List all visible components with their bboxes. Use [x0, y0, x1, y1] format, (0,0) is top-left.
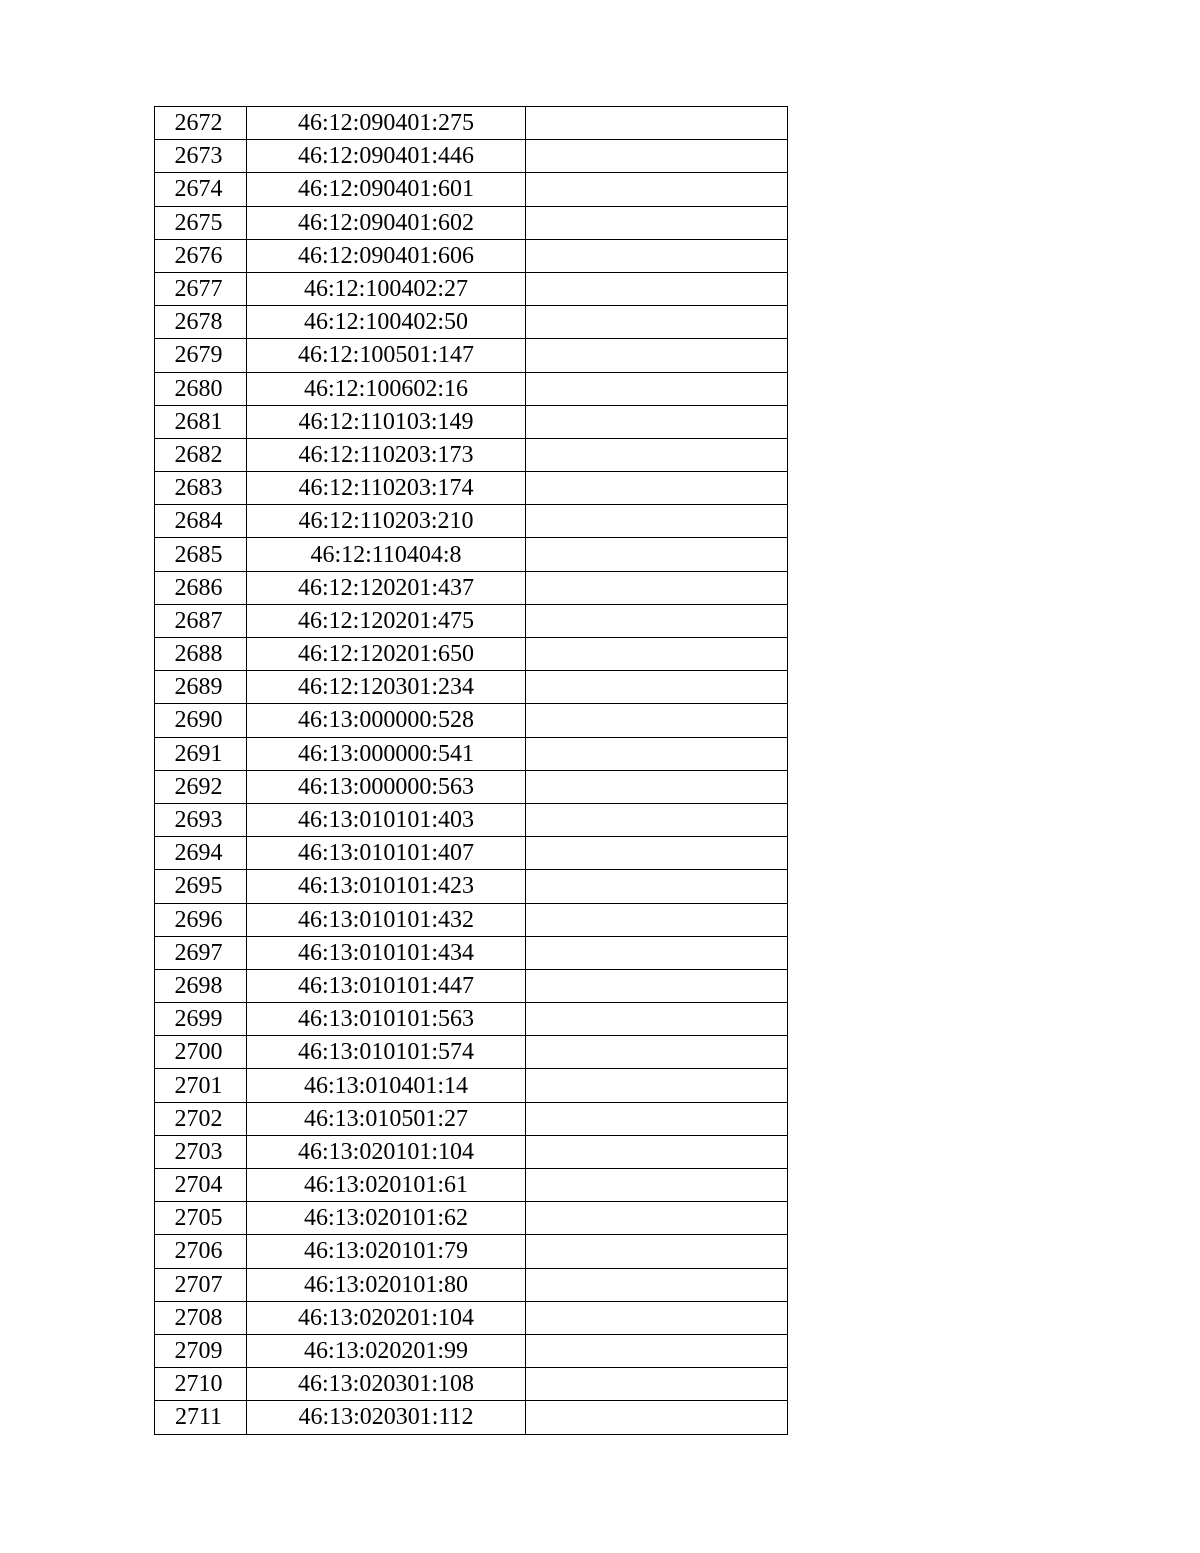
row-number-cell: 2706 [155, 1235, 247, 1268]
row-number-cell: 2691 [155, 737, 247, 770]
table-row [155, 1135, 788, 1168]
cadastral-number-cell: 46:13:020101:62 [247, 1202, 526, 1235]
table-row [155, 239, 788, 272]
cadastral-number-cell: 46:13:010101:447 [247, 969, 526, 1002]
table-row [155, 936, 788, 969]
row-number-cell: 2674 [155, 173, 247, 206]
cadastral-number-cell: 46:13:000000:541 [247, 737, 526, 770]
table-row [155, 272, 788, 305]
cadastral-number-cell: 46:13:020201:99 [247, 1334, 526, 1367]
table-row [155, 571, 788, 604]
cadastral-number-cell: 46:12:100501:147 [247, 339, 526, 372]
table-row [155, 1401, 788, 1434]
empty-note-cell [526, 1268, 788, 1301]
table-row [155, 1368, 788, 1401]
row-number-cell: 2675 [155, 206, 247, 239]
cadastral-number-cell: 46:13:000000:563 [247, 770, 526, 803]
row-number-cell: 2690 [155, 704, 247, 737]
table-row [155, 1003, 788, 1036]
row-number-cell: 2695 [155, 870, 247, 903]
table-row [155, 969, 788, 1002]
row-number-cell: 2672 [155, 107, 247, 140]
cadastral-number-cell: 46:12:100402:50 [247, 306, 526, 339]
row-number-cell: 2683 [155, 472, 247, 505]
cadastral-number-cell: 46:12:090401:606 [247, 239, 526, 272]
table-row [155, 173, 788, 206]
row-number-cell: 2680 [155, 372, 247, 405]
row-number-cell: 2679 [155, 339, 247, 372]
table-row [155, 903, 788, 936]
row-number-cell: 2702 [155, 1102, 247, 1135]
empty-note-cell [526, 1135, 788, 1168]
empty-note-cell [526, 272, 788, 305]
empty-note-cell [526, 140, 788, 173]
table-row [155, 1202, 788, 1235]
table-row [155, 372, 788, 405]
table-row [155, 505, 788, 538]
row-number-cell: 2705 [155, 1202, 247, 1235]
cadastral-number-cell: 46:12:110203:210 [247, 505, 526, 538]
row-number-cell: 2677 [155, 272, 247, 305]
row-number-cell: 2686 [155, 571, 247, 604]
empty-note-cell [526, 306, 788, 339]
cadastral-number-cell: 46:13:020301:108 [247, 1368, 526, 1401]
empty-note-cell [526, 372, 788, 405]
row-number-cell: 2676 [155, 239, 247, 272]
empty-note-cell [526, 1368, 788, 1401]
empty-note-cell [526, 1401, 788, 1434]
cadastral-number-cell: 46:13:010101:574 [247, 1036, 526, 1069]
empty-note-cell [526, 638, 788, 671]
cadastral-number-cell: 46:13:000000:528 [247, 704, 526, 737]
table-row [155, 604, 788, 637]
empty-note-cell [526, 206, 788, 239]
cadastral-number-cell: 46:12:120201:650 [247, 638, 526, 671]
table-row [155, 1301, 788, 1334]
table-row [155, 405, 788, 438]
empty-note-cell [526, 239, 788, 272]
empty-note-cell [526, 936, 788, 969]
row-number-cell: 2699 [155, 1003, 247, 1036]
table-row [155, 737, 788, 770]
table-row [155, 107, 788, 140]
cadastral-number-cell: 46:12:120201:437 [247, 571, 526, 604]
table-row [155, 803, 788, 836]
row-number-cell: 2704 [155, 1169, 247, 1202]
cadastral-number-cell: 46:13:020201:104 [247, 1301, 526, 1334]
cadastral-number-cell: 46:13:010501:27 [247, 1102, 526, 1135]
cadastral-table [154, 106, 788, 1435]
table-row [155, 638, 788, 671]
cadastral-number-cell: 46:13:010101:432 [247, 903, 526, 936]
table-row [155, 472, 788, 505]
cadastral-number-cell: 46:12:110203:173 [247, 438, 526, 471]
empty-note-cell [526, 1169, 788, 1202]
row-number-cell: 2709 [155, 1334, 247, 1367]
empty-note-cell [526, 870, 788, 903]
table-row [155, 140, 788, 173]
cadastral-number-cell: 46:13:020101:104 [247, 1135, 526, 1168]
table-row [155, 870, 788, 903]
table-row [155, 1334, 788, 1367]
empty-note-cell [526, 903, 788, 936]
empty-note-cell [526, 770, 788, 803]
empty-note-cell [526, 405, 788, 438]
row-number-cell: 2698 [155, 969, 247, 1002]
cadastral-number-cell: 46:12:100402:27 [247, 272, 526, 305]
empty-note-cell [526, 969, 788, 1002]
table-row [155, 1268, 788, 1301]
table-row [155, 1235, 788, 1268]
row-number-cell: 2701 [155, 1069, 247, 1102]
cadastral-number-cell: 46:13:010101:563 [247, 1003, 526, 1036]
cadastral-number-cell: 46:12:110404:8 [247, 538, 526, 571]
table-row [155, 206, 788, 239]
empty-note-cell [526, 837, 788, 870]
empty-note-cell [526, 339, 788, 372]
cadastral-number-cell: 46:13:020101:79 [247, 1235, 526, 1268]
empty-note-cell [526, 538, 788, 571]
table-row [155, 306, 788, 339]
row-number-cell: 2703 [155, 1135, 247, 1168]
empty-note-cell [526, 1301, 788, 1334]
table-body [155, 107, 788, 1435]
cadastral-number-cell: 46:13:010101:434 [247, 936, 526, 969]
cadastral-number-cell: 46:13:010101:403 [247, 803, 526, 836]
table-row [155, 671, 788, 704]
empty-note-cell [526, 1202, 788, 1235]
cadastral-number-cell: 46:13:020301:112 [247, 1401, 526, 1434]
row-number-cell: 2710 [155, 1368, 247, 1401]
cadastral-number-cell: 46:13:010401:14 [247, 1069, 526, 1102]
table-row [155, 1036, 788, 1069]
row-number-cell: 2684 [155, 505, 247, 538]
row-number-cell: 2688 [155, 638, 247, 671]
cadastral-number-cell: 46:12:090401:602 [247, 206, 526, 239]
empty-note-cell [526, 604, 788, 637]
row-number-cell: 2693 [155, 803, 247, 836]
empty-note-cell [526, 438, 788, 471]
row-number-cell: 2697 [155, 936, 247, 969]
empty-note-cell [526, 107, 788, 140]
empty-note-cell [526, 505, 788, 538]
cadastral-number-cell: 46:12:090401:446 [247, 140, 526, 173]
row-number-cell: 2678 [155, 306, 247, 339]
table-row [155, 1069, 788, 1102]
row-number-cell: 2707 [155, 1268, 247, 1301]
empty-note-cell [526, 704, 788, 737]
cadastral-number-cell: 46:12:090401:601 [247, 173, 526, 206]
empty-note-cell [526, 1334, 788, 1367]
table-row [155, 1169, 788, 1202]
row-number-cell: 2682 [155, 438, 247, 471]
cadastral-number-cell: 46:12:120301:234 [247, 671, 526, 704]
empty-note-cell [526, 737, 788, 770]
row-number-cell: 2694 [155, 837, 247, 870]
empty-note-cell [526, 472, 788, 505]
cadastral-number-cell: 46:13:010101:423 [247, 870, 526, 903]
empty-note-cell [526, 803, 788, 836]
cadastral-number-cell: 46:13:020101:61 [247, 1169, 526, 1202]
cadastral-number-cell: 46:13:020101:80 [247, 1268, 526, 1301]
row-number-cell: 2681 [155, 405, 247, 438]
empty-note-cell [526, 671, 788, 704]
table-row [155, 1102, 788, 1135]
table-row [155, 704, 788, 737]
empty-note-cell [526, 571, 788, 604]
row-number-cell: 2673 [155, 140, 247, 173]
cadastral-number-cell: 46:13:010101:407 [247, 837, 526, 870]
empty-note-cell [526, 1003, 788, 1036]
table-row [155, 770, 788, 803]
row-number-cell: 2700 [155, 1036, 247, 1069]
cadastral-number-cell: 46:12:120201:475 [247, 604, 526, 637]
row-number-cell: 2711 [155, 1401, 247, 1434]
cadastral-number-cell: 46:12:110203:174 [247, 472, 526, 505]
table-row [155, 837, 788, 870]
row-number-cell: 2685 [155, 538, 247, 571]
row-number-cell: 2689 [155, 671, 247, 704]
empty-note-cell [526, 1036, 788, 1069]
row-number-cell: 2692 [155, 770, 247, 803]
empty-note-cell [526, 173, 788, 206]
row-number-cell: 2696 [155, 903, 247, 936]
cadastral-number-cell: 46:12:110103:149 [247, 405, 526, 438]
table-row [155, 339, 788, 372]
row-number-cell: 2687 [155, 604, 247, 637]
table-row [155, 438, 788, 471]
empty-note-cell [526, 1235, 788, 1268]
cadastral-number-cell: 46:12:090401:275 [247, 107, 526, 140]
table-row [155, 538, 788, 571]
empty-note-cell [526, 1102, 788, 1135]
cadastral-number-cell: 46:12:100602:16 [247, 372, 526, 405]
empty-note-cell [526, 1069, 788, 1102]
row-number-cell: 2708 [155, 1301, 247, 1334]
